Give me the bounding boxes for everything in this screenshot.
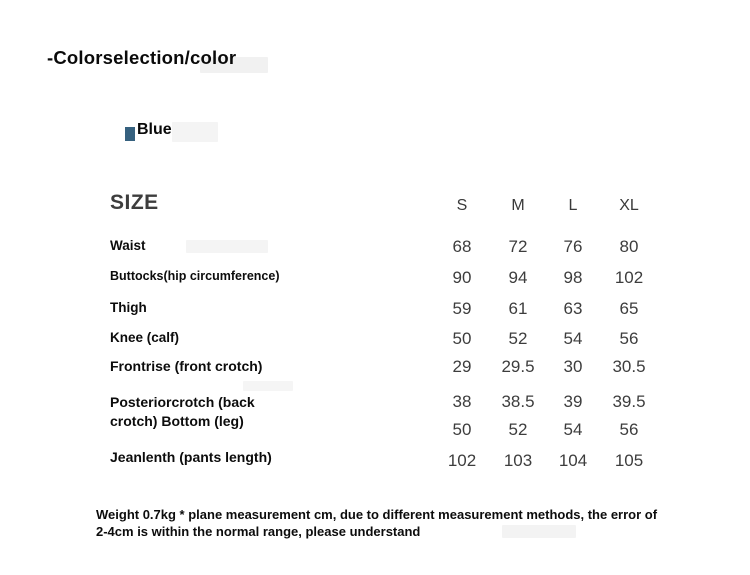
cell-value: 63 <box>563 299 583 318</box>
cell-value: 65 <box>619 299 639 318</box>
cell-value: 56 <box>619 420 639 439</box>
color-option-label[interactable]: Blue <box>137 121 172 138</box>
size-chart-title: SIZE <box>110 191 159 214</box>
cell-value: 80 <box>619 237 639 256</box>
row-label: Thigh <box>110 300 147 315</box>
column-header-l: L <box>568 197 578 214</box>
cell-value: 72 <box>508 237 528 256</box>
row-label: Buttocks(hip circumference) <box>110 269 280 283</box>
cell-value: 54 <box>563 329 583 348</box>
cell-value: 102 <box>447 451 477 470</box>
cell-value: 98 <box>563 268 583 287</box>
cell-value: 29.5 <box>501 357 535 376</box>
measurement-disclaimer: Weight 0.7kg * plane measurement cm, due to different measurement methods, the error of 2-4cm is within the normal range, please understand <box>96 507 658 539</box>
cell-value: 52 <box>508 420 528 439</box>
cell-value: 76 <box>563 237 583 256</box>
cell-value: 61 <box>508 299 528 318</box>
row-label: Jeanlenth (pants length) <box>110 449 272 465</box>
cell-value: 29 <box>452 357 472 376</box>
column-header-m: M <box>511 197 525 214</box>
cell-value: 102 <box>614 268 644 287</box>
cell-value: 56 <box>619 329 639 348</box>
cell-value: 39.5 <box>612 392 646 411</box>
cell-value: 30.5 <box>612 357 646 376</box>
column-header-s: S <box>456 197 468 214</box>
cell-value: 94 <box>508 268 528 287</box>
cell-value: 68 <box>452 237 472 256</box>
cell-value: 38 <box>452 392 472 411</box>
cell-value: 105 <box>614 451 644 470</box>
cell-value: 103 <box>503 451 533 470</box>
cell-value: 38.5 <box>501 392 535 411</box>
cell-value: 59 <box>452 299 472 318</box>
section-title-color-selection: -Colorselection/color <box>47 47 237 68</box>
column-header-xl: XL <box>619 197 639 214</box>
cell-value: 90 <box>452 268 472 287</box>
row-label: Waist <box>110 238 146 253</box>
cell-value: 50 <box>452 329 472 348</box>
row-label: Posteriorcrotch (back crotch) Bottom (leg) <box>110 394 255 429</box>
row-label: Knee (calf) <box>110 330 180 345</box>
cell-value: 52 <box>508 329 528 348</box>
size-chart-table <box>110 0 670 575</box>
row-label: Frontrise (front crotch) <box>110 358 263 374</box>
cell-value: 54 <box>563 420 583 439</box>
cell-value: 104 <box>558 451 588 470</box>
cell-value: 50 <box>452 420 472 439</box>
cell-value: 39 <box>563 392 583 411</box>
cell-value: 30 <box>563 357 583 376</box>
